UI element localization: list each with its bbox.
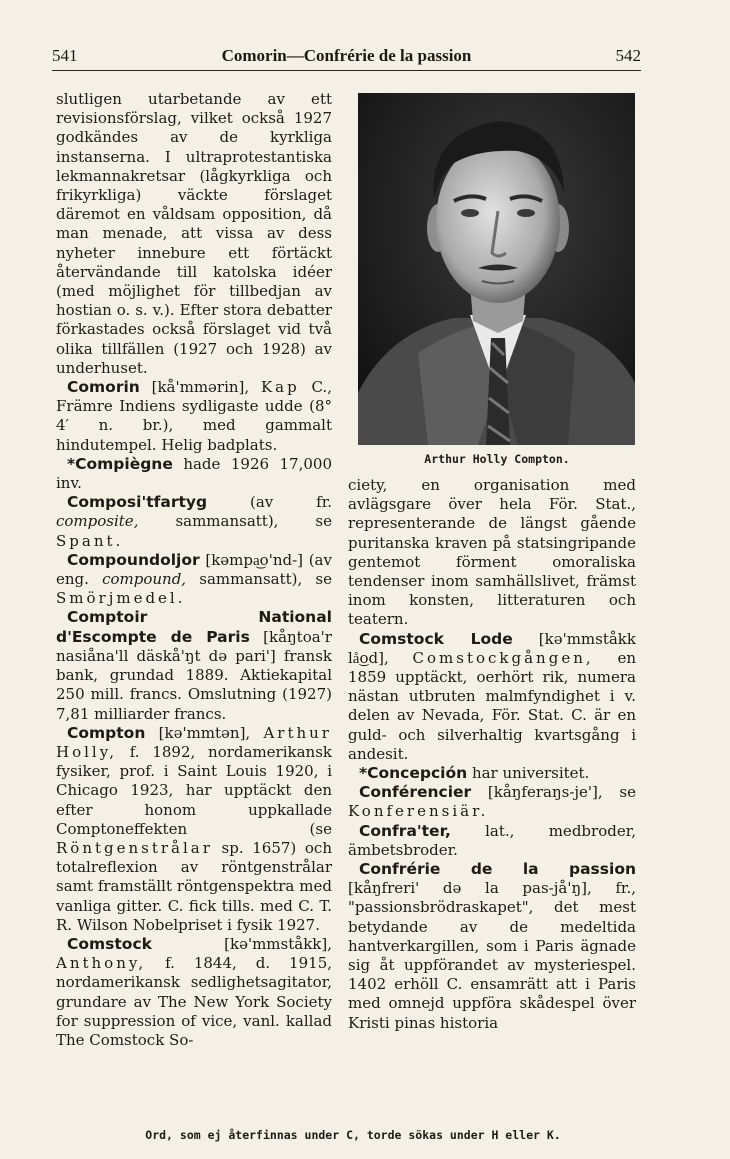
headword: *Concepción [359, 764, 468, 783]
entry-compoundoljor [56, 551, 332, 609]
spaced-name: Anthony, [56, 954, 147, 973]
entry-text: f. 1892, nordamerikansk fysiker, prof. i Saint Louis 1920, i Chicago 1923, har upptäckt den efter honom uppkallade Comptoneffekten (se [56, 742, 332, 838]
headword: Composi'tfartyg [67, 493, 208, 512]
pronunciation: [kəmpa͜o'nd-] [205, 550, 303, 569]
entry-text: en 1859 upptäckt, oerhört rik, numera nästan utbruten malmfyndighet i v. delen av Nevada, För. Stat. C. är en guld- och silverhaltig kvartsgång i andesit. [348, 648, 636, 763]
right-column [348, 476, 636, 1033]
entry-text: sammansatt), se [175, 512, 332, 531]
entry-compositfartyg [56, 493, 332, 551]
headword: Conférencier [359, 783, 472, 802]
page-number-right: 542 [615, 46, 641, 65]
headword: Comstock Lode [359, 629, 513, 648]
headword: Confra'ter, [359, 821, 451, 840]
spaced-ref: Kap [260, 378, 300, 397]
entry-text: sp. 1657) och totalreflexion av röntgenstrålar samt framställt röntgenspektra med vanliga gitter. C. fick tills. med C. T. R. Wilson Nobelpriset i fysik 1927. [56, 838, 332, 934]
spaced-ref: Smörjmedel. [56, 589, 186, 608]
pronunciation: [kåŋferaŋs-je'], [487, 783, 603, 802]
spaced-ref: Spant. [56, 531, 124, 550]
entry-comptoir [56, 608, 332, 723]
entry-compiegne [56, 455, 332, 493]
headword: Comstock [67, 934, 152, 953]
spaced-name: Arthur Holly, [56, 723, 332, 761]
portrait-photo [358, 93, 635, 445]
running-header [52, 44, 641, 71]
photo-caption: Arthur Holly Compton. [424, 452, 570, 466]
entry-comstock-lode [348, 630, 636, 764]
entry-text: sammansatt), se [199, 570, 332, 589]
footer-note: Ord, som ej återfinnas under C, torde sökas under H eller K. [145, 1128, 561, 1142]
entry-confrater [348, 822, 636, 860]
headword: Comptoir National d'Escompte de Paris [56, 608, 332, 646]
continued-text: slutligen utarbetande av ett revisionsförslag, vilket också 1927 godkändes av de kyrkliga instanserna. I ultraprotestantiska lekmannakretsar (lågkyrkliga och frikyrkliga) väckte förslaget däremot en våldsam opposition, då man menade, att vissa av dess nyheter innebure ett förtäckt återvändande till katolska idéer (med möjlighet för tillbedjan av hostian o. s. v.). Efter stora debatter förkastades också förslaget vid två olika tillfällen (1927 och 1928) av underhuset. [56, 90, 332, 377]
portrait-illustration [358, 93, 635, 445]
entry-text: f. 1844, d. 1915, nordamerikansk sedlighetsagitator, grundare av The New York Society for suppression of vice, vanl. kallad The Comstock So- [56, 954, 332, 1049]
entry-text: (av eng. [56, 550, 332, 589]
running-title: Comorin—Confrérie de la passion [221, 46, 472, 65]
headword: Compton [67, 723, 146, 742]
pronunciation: [kə'mmtən], [158, 723, 251, 742]
entry-comorin [56, 378, 332, 455]
entry-text: [kåŋtoa'r nasiåna'll däskå'ŋt də pari'] fransk bank, grundad 1889. Aktiekapital 250 mill. francs. Omslutning (1927) 7,81 milliarder francs. [56, 627, 332, 723]
pronunciation: [kə'mmståkk], [224, 934, 332, 953]
entry-concepcion [348, 764, 636, 783]
headword: *Compiègne [67, 454, 173, 473]
spaced-ref: Röntgenstrålar [56, 838, 213, 857]
entry-text: C., Främre Indiens sydligaste udde (8° 4′ n. br.), med gammalt hindutempel. Helig badplats. [56, 378, 332, 454]
page-number-left: 541 [52, 46, 78, 65]
pronunciation: [kå'mmərin], [151, 378, 250, 397]
italic-term: composite, [56, 512, 139, 531]
left-column [56, 90, 332, 1050]
continued-text: ciety, en organisation med avlägsgare över hela För. Stat., representerande de längst gående puritanska kraven på statsingripande gentemot förment omoraliska tendenser inom samhällslivet, främst inom konsten, litteraturen och teatern. [348, 476, 636, 629]
pronunciation: [kə'mmståkk lå͜od], [348, 629, 636, 667]
spaced-ref: Konferensiär. [348, 802, 489, 821]
entry-text: hade 1926 17,000 inv. [56, 454, 332, 493]
entry-confrerie [348, 860, 636, 1033]
entry-conferencier [348, 783, 636, 821]
entry-compton [56, 724, 332, 935]
italic-term: compound, [102, 570, 187, 589]
entry-text: lat., medbroder, ämbetsbroder. [348, 821, 636, 859]
entry-text: (av fr. [249, 493, 332, 512]
spaced-ref: Comstockgången, [412, 648, 594, 667]
headword: Comorin [67, 378, 140, 397]
headword: Confrérie de la passion [359, 860, 636, 879]
entry-text: se [619, 783, 636, 802]
entry-text: [kåŋfreri' də la pas-jå'ŋ], fr., "passionsbrödraskapet", det mest betydande av de medeltida hantverkargillen, som i Paris ägnade sig åt uppförandet av mysteriespel. 1402 erhöll C. ensamrätt att i Paris med omnejd uppföra skådespel över Kristi pinas historia [348, 879, 636, 1032]
entry-comstock [56, 935, 332, 1050]
headword: Compoundoljor [67, 550, 200, 569]
entry-text: har universitet. [471, 764, 590, 783]
